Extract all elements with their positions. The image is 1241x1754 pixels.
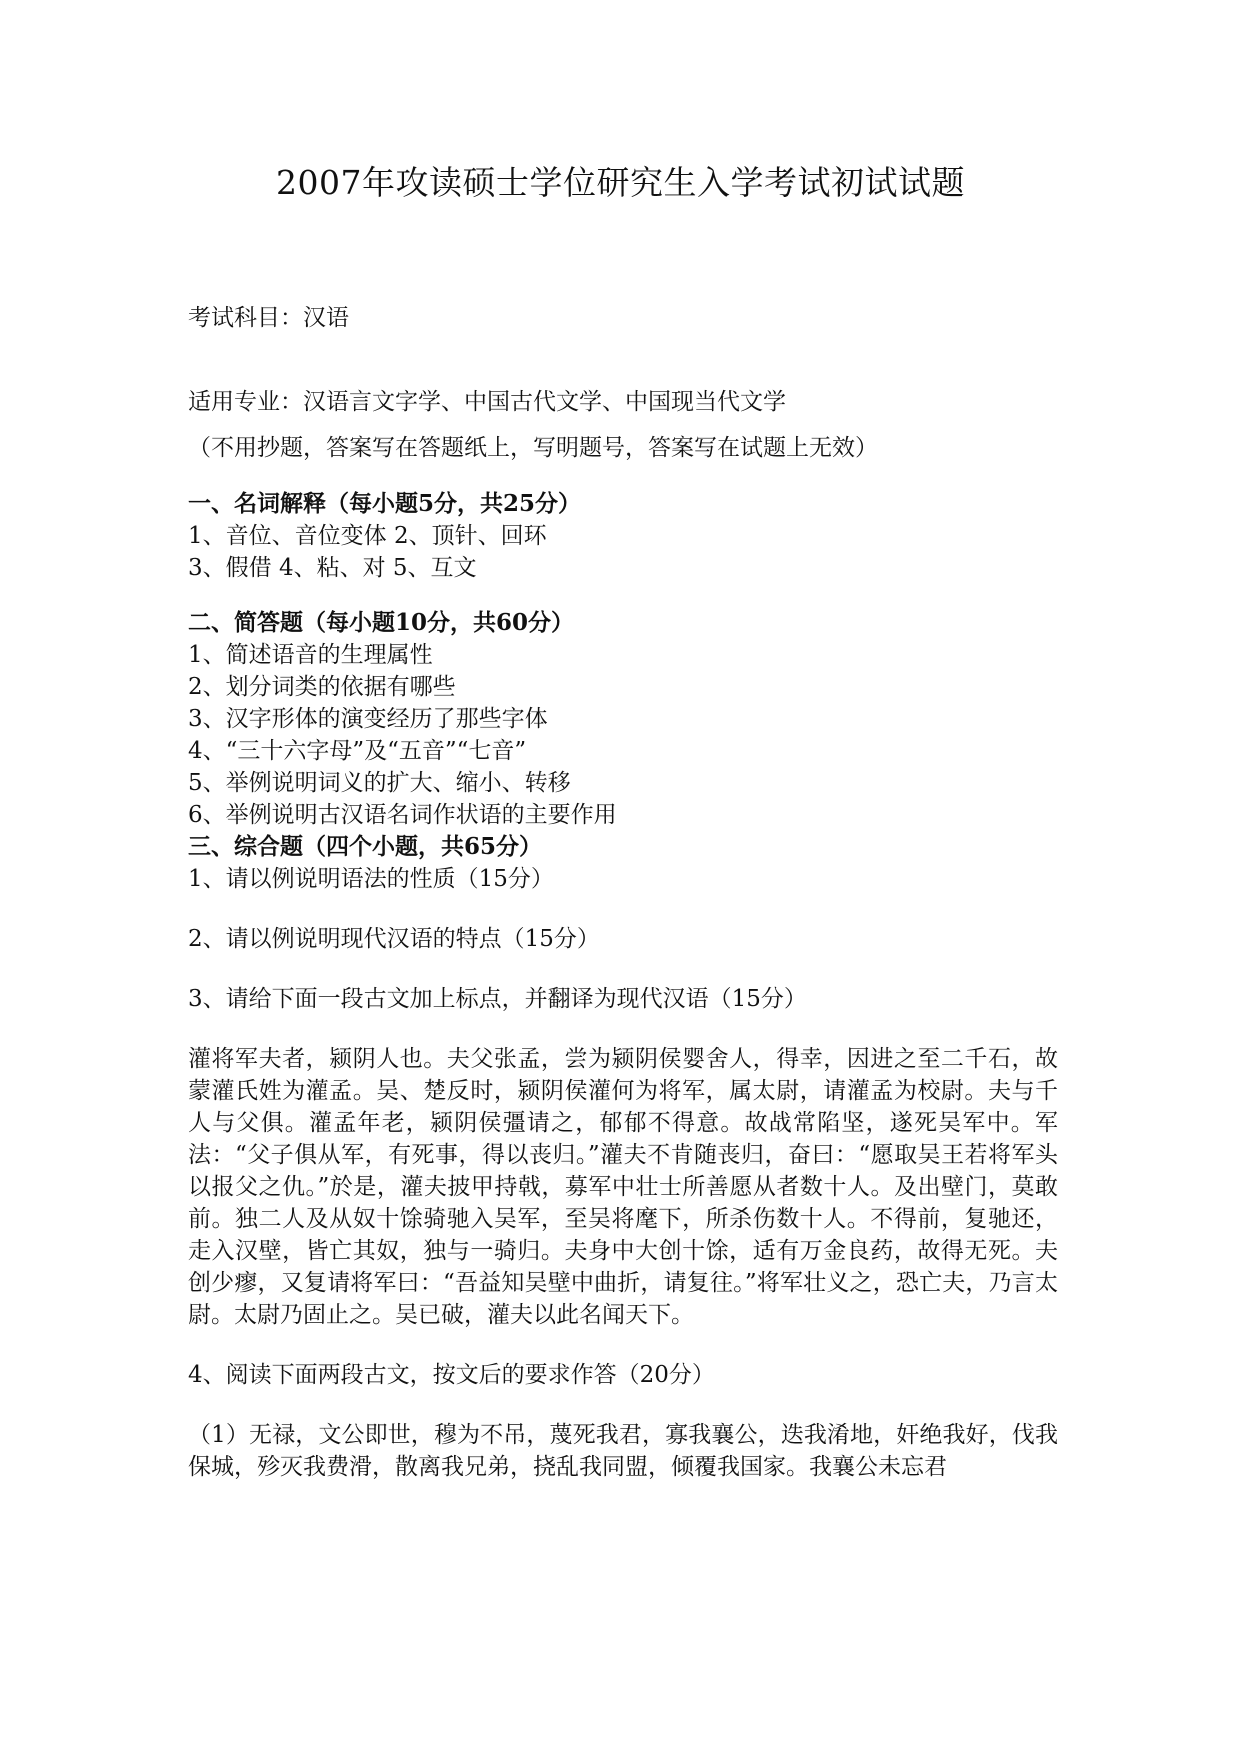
- classical-passage-1: 灌将军夫者，颍阴人也。夫父张孟，尝为颍阴侯婴舍人，得幸，因进之至二千石，故蒙灌氏姓为灌孟。吴、楚反时，颍阴侯灌何为将军，属太尉，请灌孟为校尉。夫与千人与父俱。灌孟年老，颍阴侯彊请之，郁郁不得意。故战常陷坚，遂死吴军中。军法：“父子俱从军，有死事，得以丧归。”灌夫不肯随丧归，奋曰：“愿取吴王若将军头以报父之仇。”於是，灌夫披甲持戟，募军中壮士所善愿从者数十人。及出壁门，莫敢前。独二人及从奴十馀骑驰入吴军，至吴将麾下，所杀伤数十人。不得前，复驰还，走入汉壁，皆亡其奴，独与一骑归。夫身中大创十馀，适有万金良药，故得无死。夫创少瘳，又复请将军曰：“吾益知吴壁中曲折，请复往。”将军壮义之，恐亡夫，乃言太尉。太尉乃固止之。吴已破，灌夫以此名闻天下。: [188, 1046, 1058, 1328]
- section3-question-3: 3、请给下面一段古文加上标点，并翻译为现代汉语（15分）: [188, 986, 807, 1012]
- exam-subject: 考试科目：汉语: [188, 305, 349, 331]
- section2-question: 4、“三十六字母”及“五音”“七音”: [188, 738, 527, 764]
- section2-question: 6、举例说明古汉语名词作状语的主要作用: [188, 802, 617, 828]
- section3-question-4: 4、阅读下面两段古文，按文后的要求作答（20分）: [188, 1362, 715, 1388]
- section2-question: 5、举例说明词义的扩大、缩小、转移: [188, 770, 571, 796]
- exam-content: [188, 302, 1058, 1483]
- section3-question-1: 1、请以例说明语法的性质（15分）: [188, 866, 554, 892]
- section2-question: 1、简述语音的生理属性: [188, 642, 433, 668]
- section2-heading: 二、简答题（每小题10分，共60分）: [188, 609, 575, 636]
- answer-notice: （不用抄题，答案写在答题纸上，写明题号，答案写在试题上无效）: [188, 435, 878, 461]
- classical-passage-2: （1）无禄，文公即世，穆为不吊，蔑死我君，寡我襄公，迭我淆地，奸绝我好，伐我保城，殄灭我费滑，散离我兄弟，挠乱我同盟，倾覆我国家。我襄公未忘君: [188, 1422, 1058, 1480]
- page-title: 2007年攻读硕士学位研究生入学考试初试试题: [276, 163, 965, 202]
- section3-question-2: 2、请以例说明现代汉语的特点（15分）: [188, 926, 600, 952]
- section2-question: 3、汉字形体的演变经历了那些字体: [188, 706, 548, 732]
- section1-heading: 一、名词解释（每小题5分，共25分）: [188, 490, 582, 517]
- section1-line: 1、音位、音位变体 2、顶针、回环: [188, 523, 547, 549]
- section3-heading: 三、综合题（四个小题，共65分）: [188, 833, 543, 860]
- section1-line: 3、假借 4、粘、对 5、互文: [188, 555, 477, 581]
- section2-question: 2、划分词类的依据有哪些: [188, 674, 456, 700]
- applicable-majors: 适用专业：汉语言文字学、中国古代文学、中国现当代文学: [188, 389, 786, 415]
